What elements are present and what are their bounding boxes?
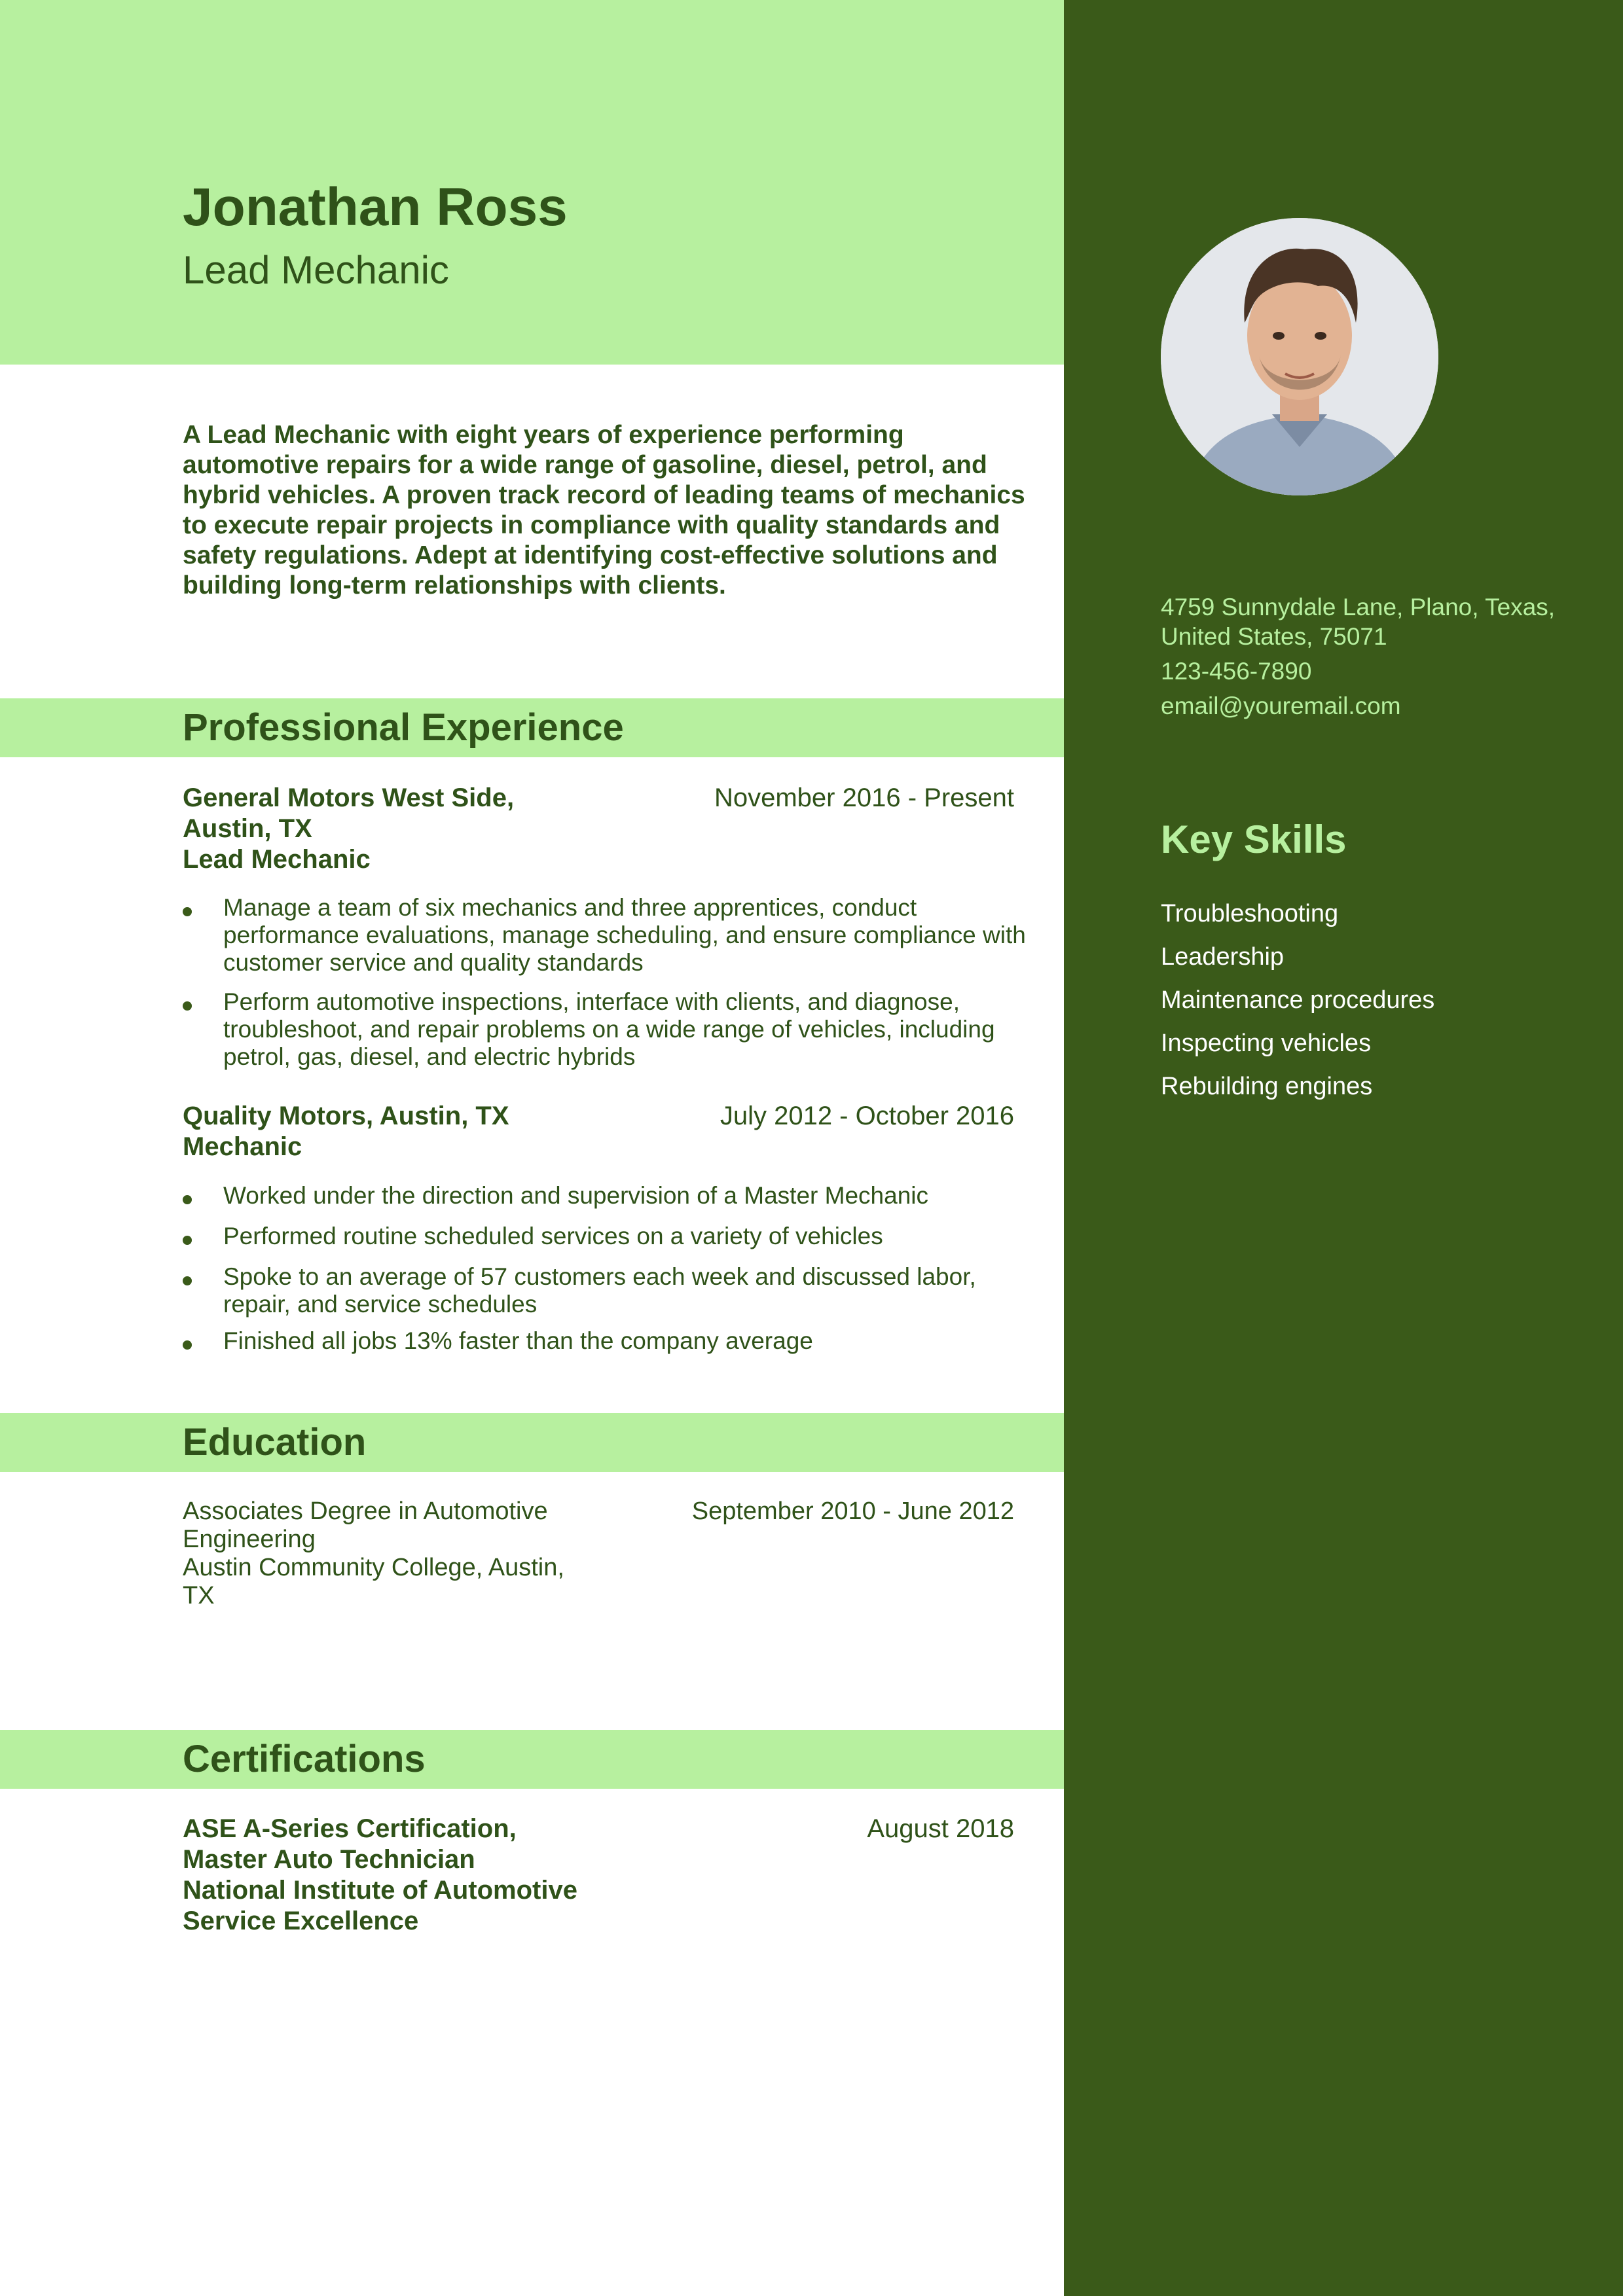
contact-email: email@youremail.com [1161, 692, 1401, 719]
certification-details [183, 1814, 589, 1937]
job-entry-2-header [183, 1101, 1014, 1162]
job-1-dates: November 2016 - Present [714, 783, 1014, 812]
certification-date: August 2018 [867, 1814, 1014, 1843]
list-item: Finished all jobs 13% faster than the company average [183, 1327, 1027, 1355]
contact-phone: 123-456-7890 [1161, 658, 1312, 685]
list-item: Performed routine scheduled services on a variety of vehicles [183, 1223, 1027, 1250]
education-section-band [0, 1413, 1064, 1472]
certification-line-1: ASE A-Series Certification, [183, 1814, 517, 1843]
job-entry-1-company [183, 783, 589, 875]
education-school: Austin Community College, Austin, TX [183, 1554, 564, 1609]
candidate-name: Jonathan Ross [183, 177, 568, 237]
list-item: Worked under the direction and supervision of a Master Mechanic [183, 1182, 1027, 1210]
candidate-title: Lead Mechanic [183, 248, 449, 292]
skill-item: Leadership [1161, 943, 1285, 971]
job-1-role: Lead Mechanic [183, 845, 371, 874]
person-avatar-icon [1161, 218, 1438, 495]
job-2-role: Mechanic [183, 1132, 302, 1161]
bullet-icon [183, 1236, 192, 1245]
experience-section-band [0, 698, 1064, 757]
skill-item: Maintenance procedures [1161, 986, 1435, 1014]
contact-address: 4759 Sunnydale Lane, Plano, Texas, United States, 75071 [1161, 594, 1556, 650]
bullet-icon [183, 907, 192, 916]
contact-info [1161, 592, 1567, 726]
list-item: Manage a team of six mechanics and three apprentices, conduct performance evaluations, manage scheduling, and ensure compliance with customer service and quality standards [183, 894, 1027, 977]
skills-heading: Key Skills [1161, 817, 1347, 861]
bullet-icon [183, 1276, 192, 1285]
job-entry-2-company [183, 1101, 589, 1162]
job-2-employer-line-1: Quality Motors, Austin, TX [183, 1102, 509, 1130]
experience-heading: Professional Experience [183, 706, 624, 749]
certifications-section-band [0, 1730, 1064, 1789]
education-heading: Education [183, 1421, 367, 1463]
certifications-heading: Certifications [183, 1738, 426, 1780]
profile-summary: A Lead Mechanic with eight years of experience performing automotive repairs for a wide range of gasoline, diesel, petrol, and hybrid vehicles. A proven track record of leading teams of mechanics to execute repair projects in compliance with quality standards and safety regulations. Adept at identifying cost-effective solutions and building long-term relationships with clients. [183, 421, 1025, 600]
certification-line-2: Master Auto Technician [183, 1845, 475, 1874]
education-dates: September 2010 - June 2012 [691, 1498, 1014, 1525]
profile-photo [1161, 218, 1438, 495]
skill-item: Inspecting vehicles [1161, 1030, 1372, 1057]
bullet-icon [183, 1340, 192, 1350]
certification-line-4: Service Excellence [183, 1907, 419, 1935]
skill-item: Rebuilding engines [1161, 1073, 1373, 1100]
list-item: Spoke to an average of 57 customers each week and discussed labor, repair, and service schedules [183, 1263, 1027, 1318]
list-item: Perform automotive inspections, interface with clients, and diagnose, troubleshoot, and repair problems on a wide range of vehicles, including petrol, gas, diesel, and electric hybrids [183, 988, 1027, 1071]
bullet-icon [183, 1001, 192, 1011]
job-1-employer-line-2: Austin, TX [183, 814, 312, 843]
job-2-dates: July 2012 - October 2016 [720, 1102, 1014, 1130]
job-1-employer-line-1: General Motors West Side, [183, 783, 515, 812]
bullet-icon [183, 1195, 192, 1204]
education-entry [183, 1498, 1014, 1610]
education-degree: Associates Degree in Automotive Engineering [183, 1498, 548, 1553]
skills-list [1161, 897, 1434, 1113]
job-entry-1-header [183, 783, 1014, 875]
job-1-bullets [183, 894, 1027, 1083]
skill-item: Troubleshooting [1161, 900, 1339, 927]
certification-entry [183, 1814, 1014, 1937]
job-2-bullets [183, 1182, 1027, 1367]
certification-line-3: National Institute of Automotive [183, 1876, 577, 1905]
education-details [183, 1498, 602, 1610]
